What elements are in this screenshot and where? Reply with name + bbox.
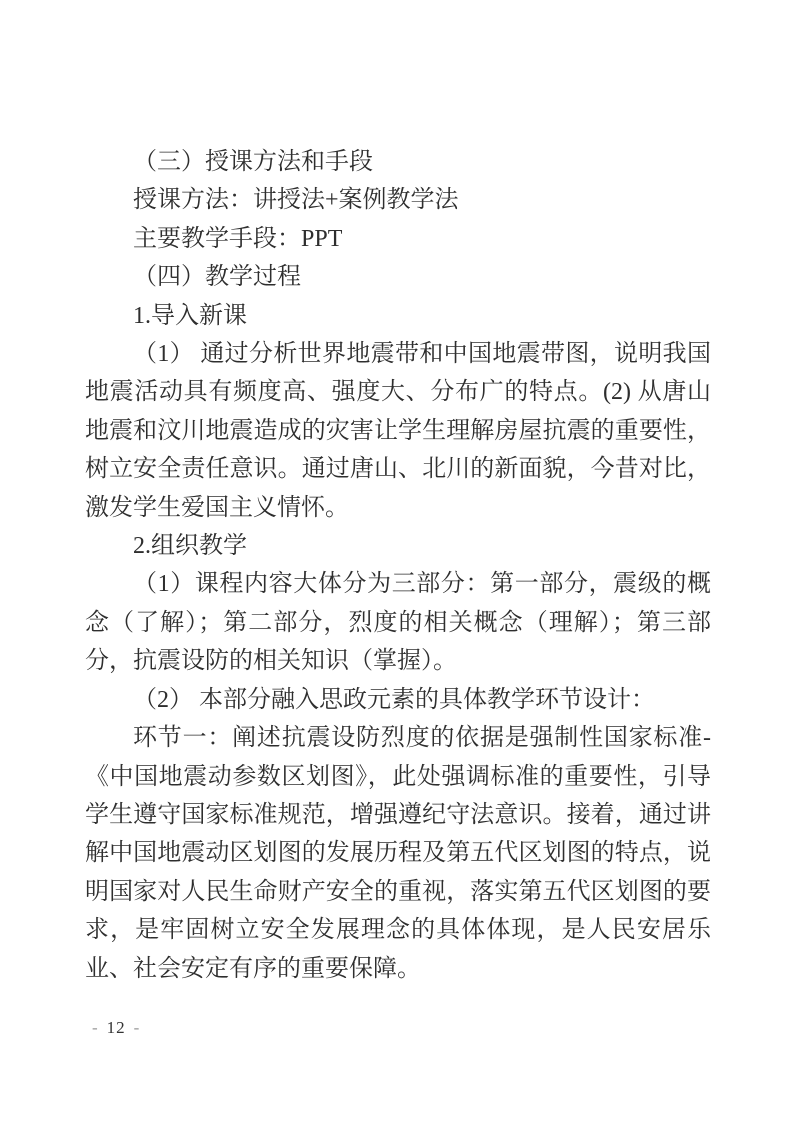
paragraph-intro-detail: （1） 通过分析世界地震带和中国地震带图，说明我国地震活动具有频度高、强度大、分布广的特点。(2) 从唐山地震和汶川地震造成的灾害让学生理解房屋抗震的重要性，树立安全责任意识。通过唐山、北川的新面貌，今昔对比，激发学生爱国主义情怀。 [85, 341, 711, 521]
document-body [85, 143, 711, 988]
paragraph-teaching-means: 主要教学手段：PPT [133, 225, 343, 252]
paragraph-heading-process: （四）教学过程 [133, 264, 301, 291]
paragraph-heading-methods: （三）授课方法和手段 [133, 149, 373, 175]
paragraph-teaching-method: 授课方法：讲授法+案例教学法 [133, 187, 459, 214]
paragraph-course-parts: （1）课程内容大体分为三部分：第一部分，震级的概念（了解）；第二部分，烈度的相关概念（理解）；第三部分，抗震设防的相关知识（掌握）。 [85, 571, 711, 675]
footer-dash-right: - [133, 1018, 141, 1037]
paragraph-ideology-design: （2） 本部分融入思政元素的具体教学环节设计： [133, 686, 655, 713]
paragraph-organize-teaching: 2.组织教学 [133, 533, 247, 560]
footer-dash-left: - [92, 1018, 99, 1037]
paragraph-intro-new-lesson: 1.导入新课 [133, 302, 247, 329]
paragraph-step-one: 环节一：阐述抗震设防烈度的依据是强制性国家标准-《中国地震动参数区划图》，此处强调标准的重要性，引导学生遵守国家标准规范，增强遵纪守法意识。接着，通过讲解中国地震动区划图的发展历程及第五代区划图的特点，说明国家对人民生命财产安全的重视，落实第五代区划图的要求，是牢固树立安全发展理念的具体体现，是人民安居乐业、社会安定有序的重要保障。 [85, 725, 711, 982]
page-number: 12 [106, 1018, 126, 1037]
page-footer [92, 1018, 140, 1038]
